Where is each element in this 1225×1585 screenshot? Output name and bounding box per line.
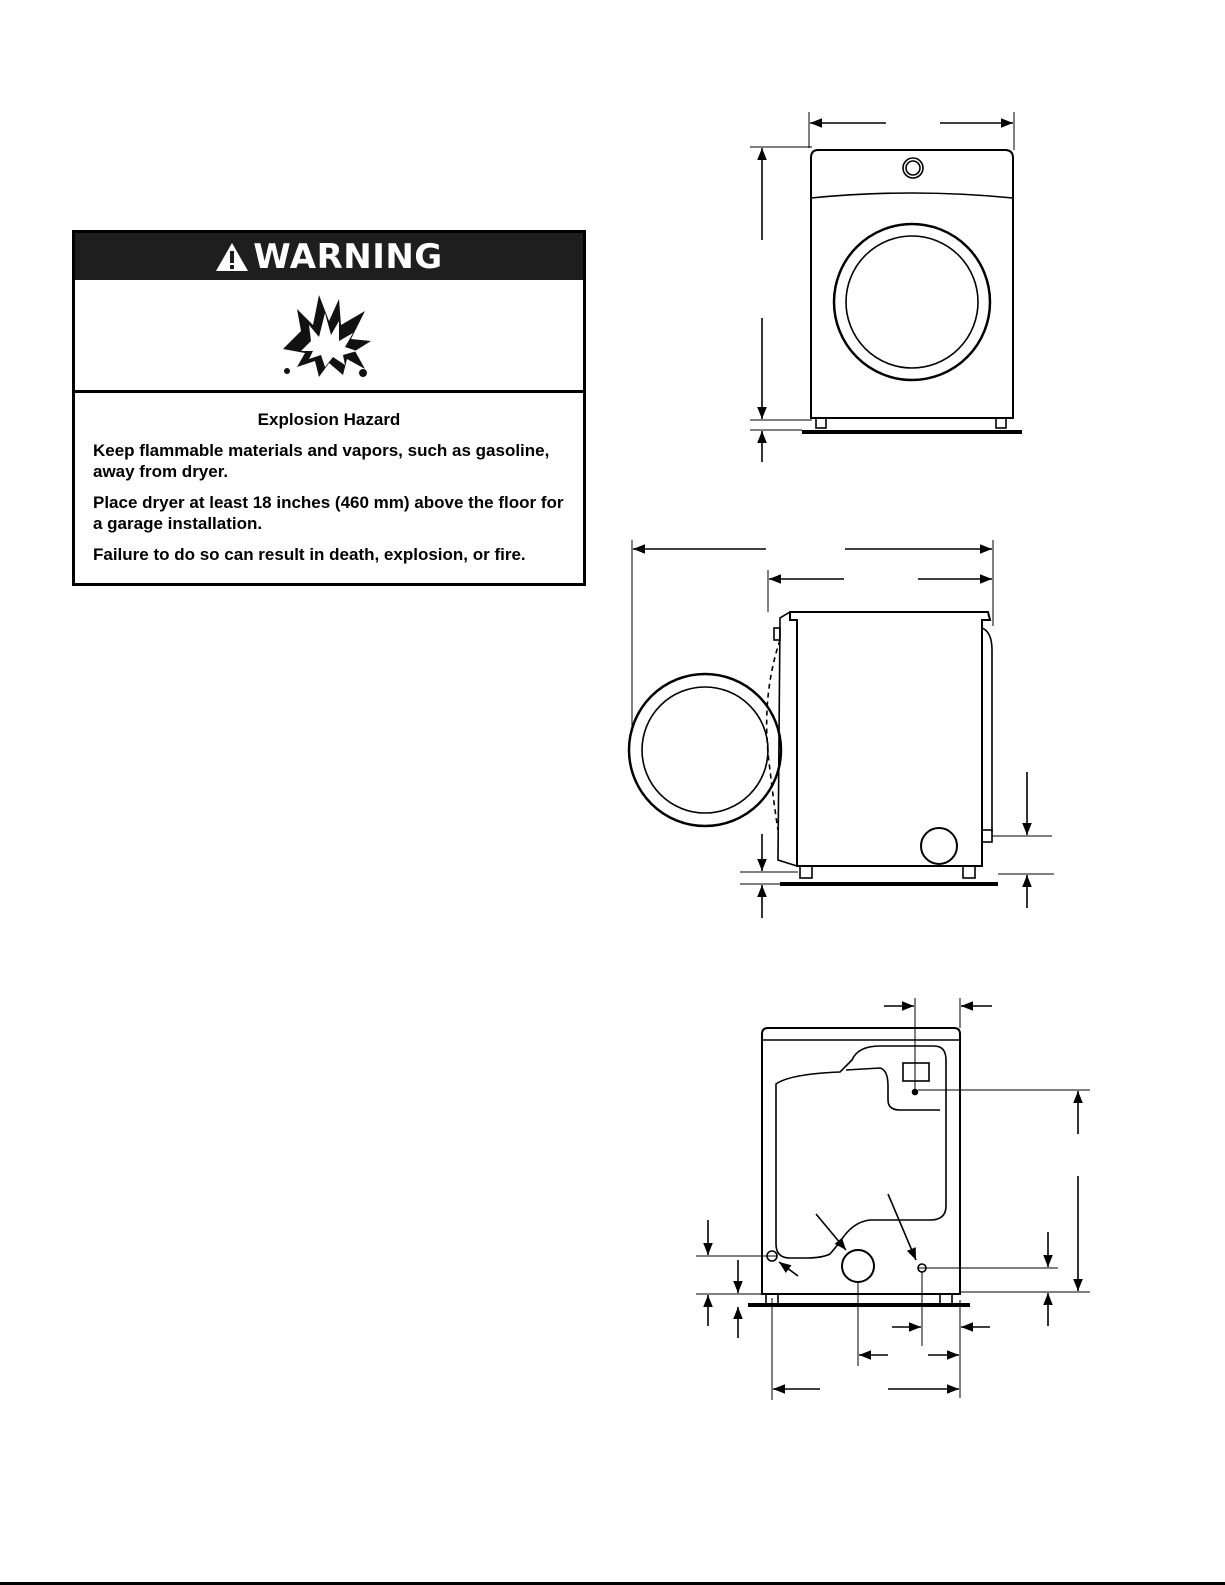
hazard-title: Explosion Hazard [257, 410, 401, 429]
warning-line-2: Place dryer at least 18 inches (460 mm) above the floor for a garage installation. [93, 493, 564, 533]
warning-line-1: Keep flammable materials and vapors, such as gasoline, away from dryer. [93, 441, 550, 481]
dryer-front-view [750, 112, 1022, 462]
dryer-rear-view [696, 998, 1090, 1400]
warning-label: WARNING [253, 236, 443, 277]
dryer-side-view [629, 540, 1054, 918]
warning-line-3: Failure to do so can result in death, explosion, or fire. [93, 545, 526, 564]
